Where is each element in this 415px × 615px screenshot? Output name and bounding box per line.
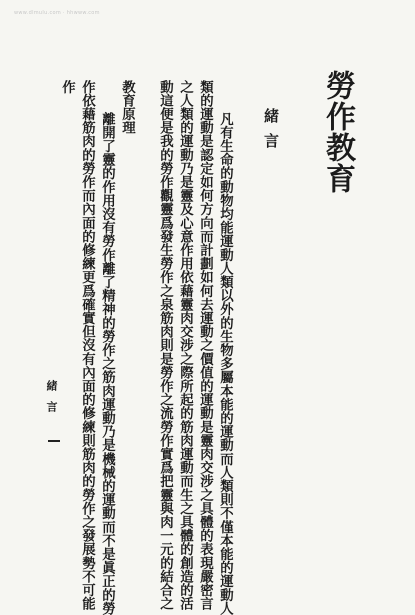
text-column: 凡有生命的動物均能運動人類以外的生物多屬本能的運動而人類則不僅本能的運動人 [217,112,234,615]
text-column: 作依藉筋肉的勞作而內面的修練更爲確實但沒有內面的修練則筋肉的勞作之發展勢不可能 [79,80,96,611]
text-column: 離開了靈的作用沒有勞作離了精神的勞作之筋肉運動乃是機械的運動而不是眞正的勞 [99,112,116,615]
text-column: 之人類的運動乃是靈及心意作用依藉靈肉交涉之際所起的筋肉運動而生之具體的創造的活 [177,80,194,611]
text-column: 作 [59,80,76,94]
running-head: 緒言 [45,380,58,422]
margin-rule [48,440,60,442]
watermark: www.dlmulu.com · hhwww.com [14,10,100,16]
text-column: 動這便是我的勞作觀靈爲發生勞作之泉筋肉則是勞作之流勞作實爲把靈與肉一元的結合之 [157,80,174,611]
text-column: 類的運動是認定如何方向而計劃如何去運動之價值的運動是靈肉交涉之具體的表現嚴密言 [197,80,214,611]
section-heading: 緒言 [262,108,280,158]
page-title: 勞作教育 [320,70,355,194]
text-column: 教育原理 [119,80,136,135]
